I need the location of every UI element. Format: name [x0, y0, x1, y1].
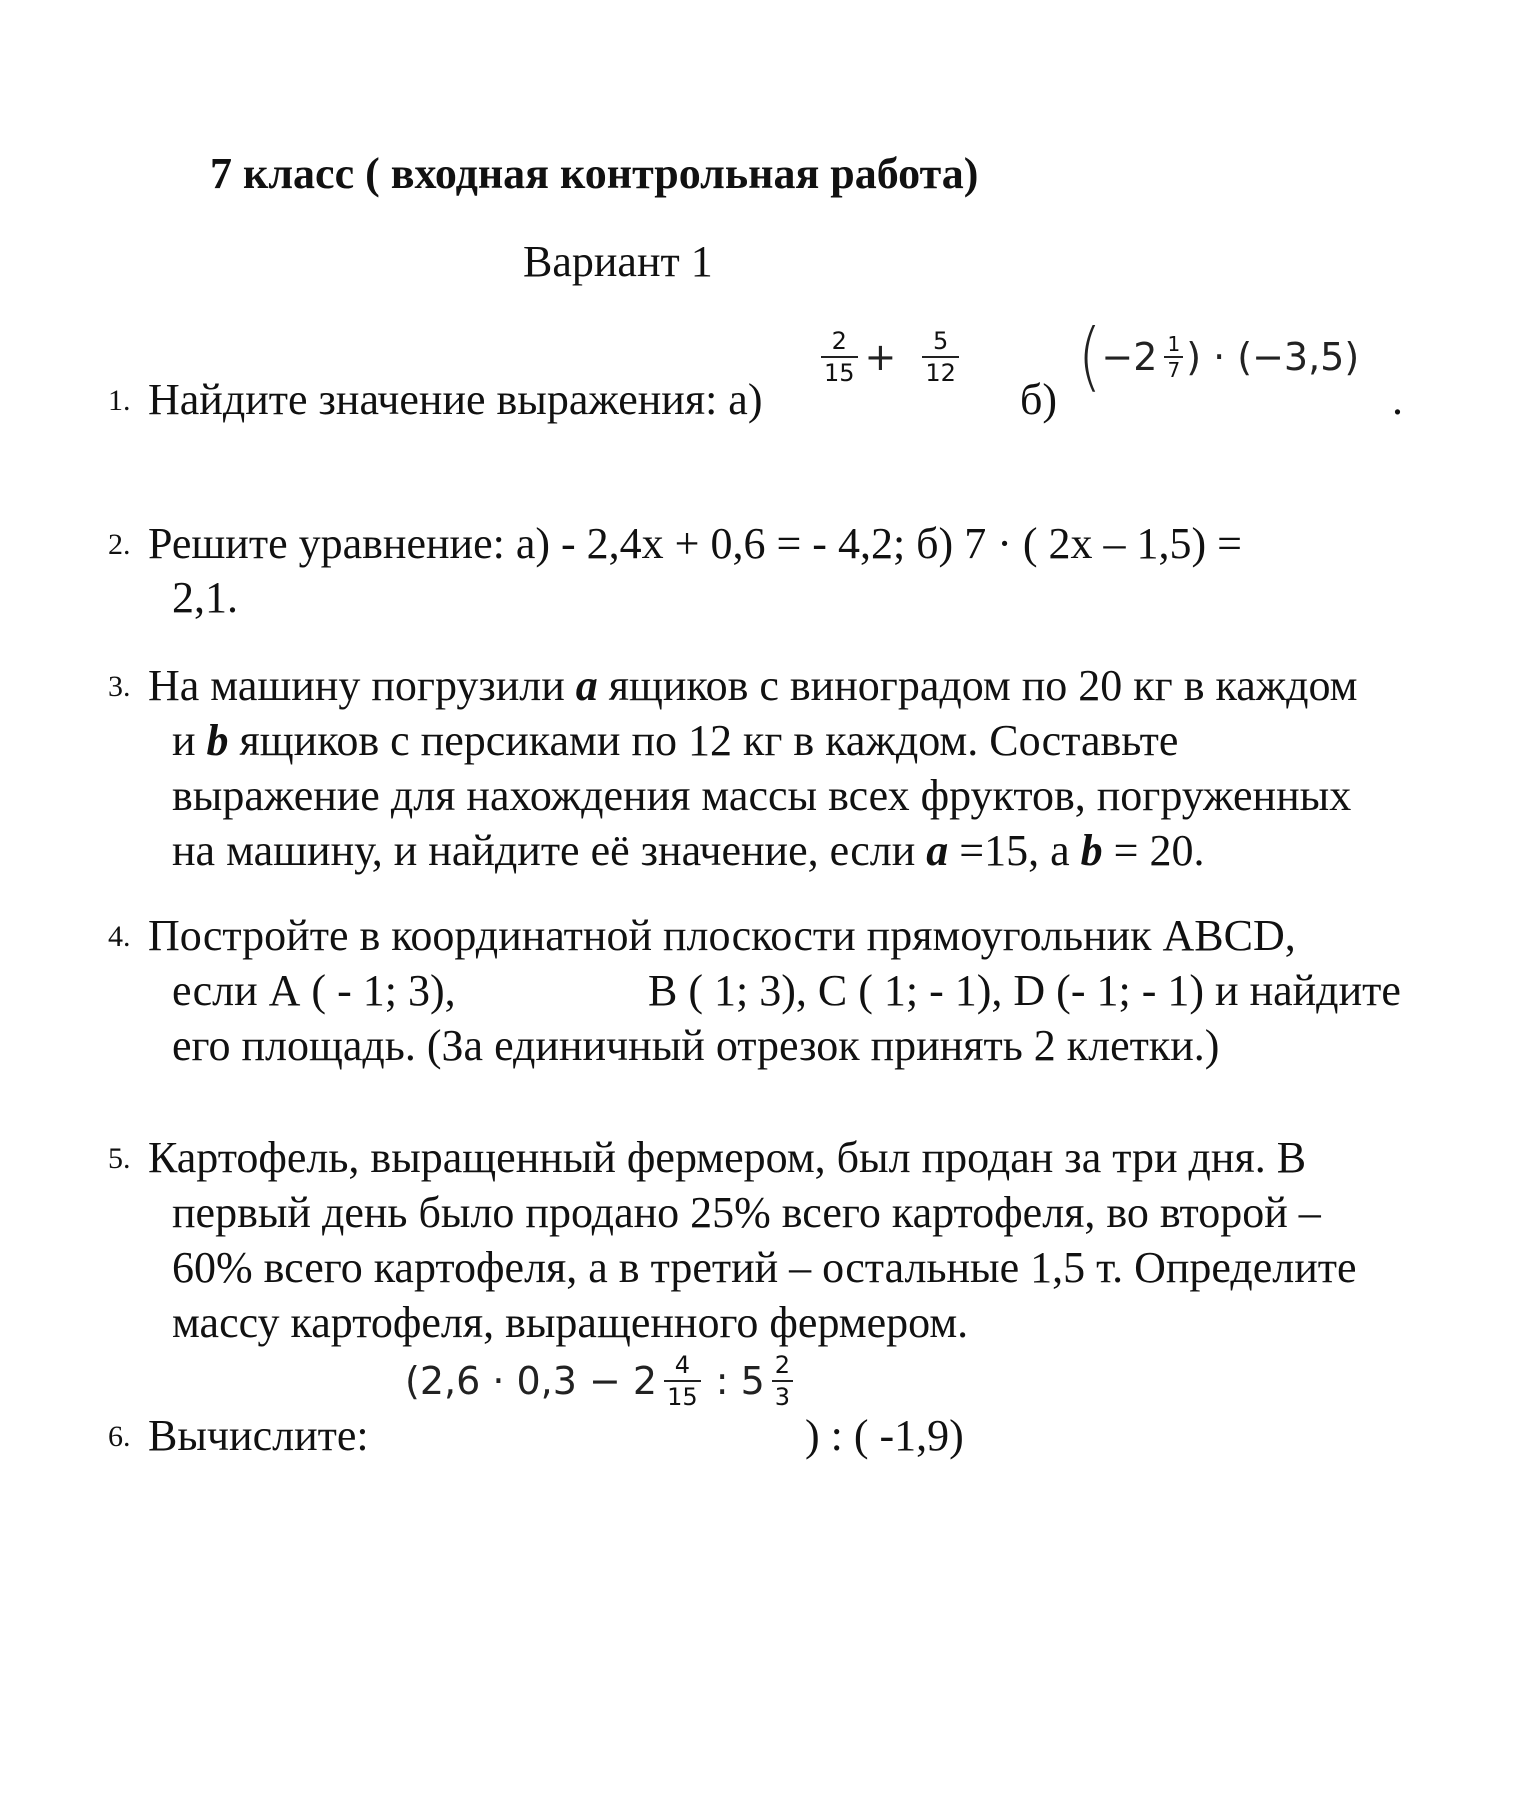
task-5-line-4: массу картофеля, выращенного фермером.	[172, 1298, 969, 1347]
task-1-expression-a	[818, 326, 962, 388]
task-5-number: 5.	[108, 1142, 131, 1175]
page-title: 7 класс ( входная контрольная работа)	[210, 149, 979, 198]
task-2-number: 2.	[108, 528, 131, 561]
fraction: $\frac{5}{12}$	[922, 326, 959, 388]
task-5-line-1: Картофель, выращенный фермером, был продан за три дня. В	[148, 1133, 1307, 1182]
plus-sign: +	[864, 335, 897, 379]
task-6-text: Вычислите:	[148, 1411, 369, 1460]
task-6-expression-end: ) : ( -1,9)	[805, 1411, 964, 1460]
task-6-number: 6.	[108, 1420, 131, 1453]
variant-label: Вариант 1	[523, 237, 713, 286]
task-4-line-2b: В ( 1; 3), С ( 1; - 1), D (- 1; - 1) и найдите	[648, 966, 1401, 1015]
task-4-line-1: Постройте в координатной плоскости прямоугольник АВСD,	[148, 911, 1296, 960]
task-2-line-1: Решите уравнение: а) - 2,4х + 0,6 = - 4,2; б) 7 · ( 2х – 1,5) =	[148, 519, 1242, 568]
task-1-expression-b: (−2 $\frac{1}{7}$ ) · (−3,5)	[1078, 313, 1360, 401]
task-2-line-2: 2,1.	[172, 573, 238, 622]
fraction: $\frac{1}{7}$	[1164, 332, 1183, 382]
fraction: $\frac{2}{15}$	[821, 326, 858, 388]
task-1-part-b-label: б)	[1020, 375, 1058, 424]
task-5-line-3: 60% всего картофеля, а в третий – остальные 1,5 т. Определите	[172, 1243, 1357, 1292]
task-1-end: .	[1392, 375, 1403, 424]
task-4-line-3: его площадь. (За единичный отрезок принять 2 клетки.)	[172, 1021, 1220, 1070]
task-3-line-1: На машину погрузили а ящиков с виноградом по 20 кг в каждом	[148, 661, 1358, 710]
task-3-line-2: и b ящиков с персиками по 12 кг в каждом. Составьте	[172, 716, 1179, 765]
task-3-line-3: выражение для нахождения массы всех фруктов, погруженных	[172, 771, 1352, 820]
task-1-number: 1.	[108, 384, 131, 417]
task-4-line-2a: если А ( - 1; 3),	[172, 966, 456, 1015]
fraction: $\frac{4}{15}$	[664, 1350, 701, 1412]
task-3-number: 3.	[108, 670, 131, 703]
task-6-expression: (2,6 · 0,3 − 2 $\frac{4}{15}$ : 5 $\frac{2}{3}$	[405, 1350, 796, 1412]
task-4-number: 4.	[108, 920, 131, 953]
task-1-text: Найдите значение выражения: а)	[148, 375, 763, 424]
task-3-line-4: на машину, и найдите её значение, если а =15, а b = 20.	[172, 826, 1205, 875]
task-5-line-2: первый день было продано 25% всего картофеля, во второй –	[172, 1188, 1321, 1237]
fraction: $\frac{2}{3}$	[772, 1350, 793, 1412]
